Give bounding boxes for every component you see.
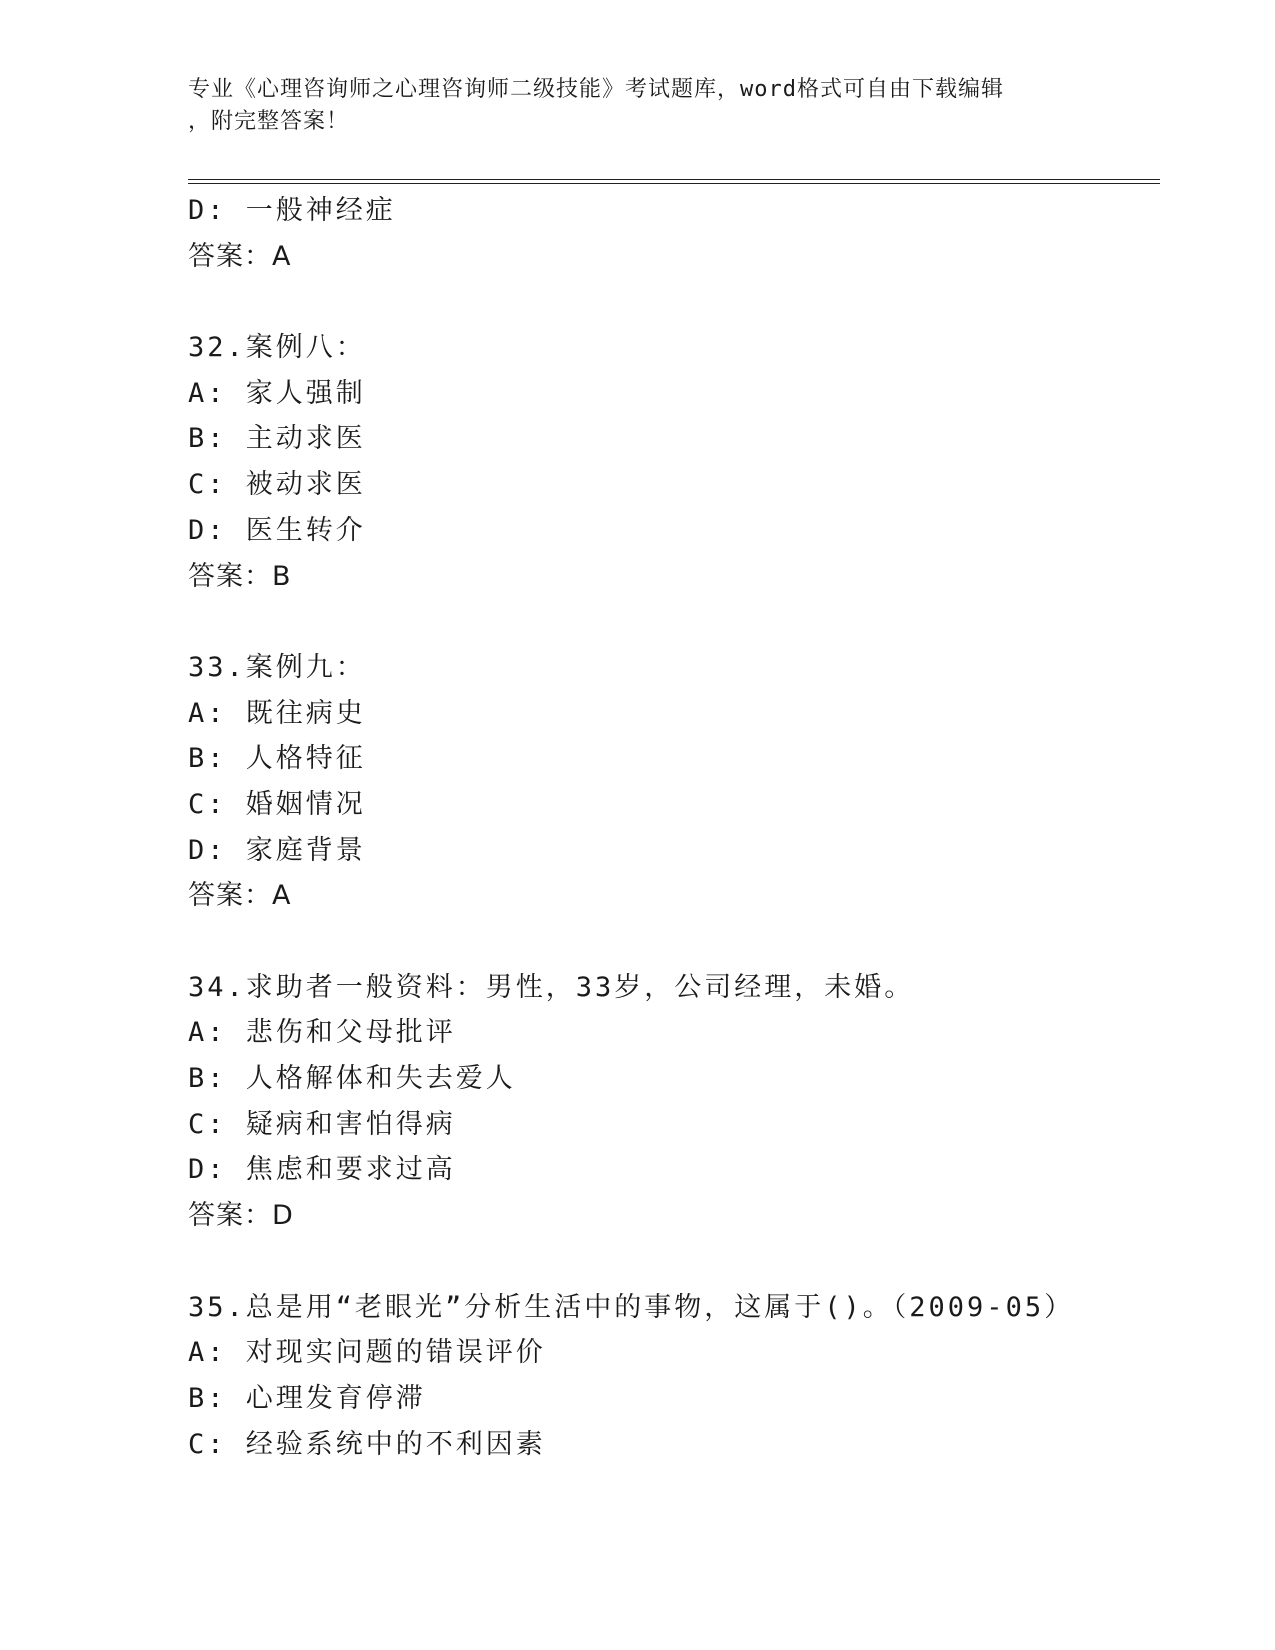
option-b: B: 心理发育停滞 [188,1382,426,1414]
answer-line: 答案：D [188,1200,294,1232]
question-stem: 33.案例九： [188,651,366,683]
answer-line: 答案：A [188,240,292,272]
option-c: C: 经验系统中的不利因素 [188,1428,546,1460]
option-d: D: 焦虑和要求过高 [188,1154,456,1186]
option-b: B: 主动求医 [188,423,366,455]
option-c: C: 被动求医 [188,469,366,501]
option-c: C: 疑病和害怕得病 [188,1108,456,1140]
option-b: B: 人格特征 [188,743,366,775]
header-divider-top [188,179,1160,180]
option-d: D: 家庭背景 [188,834,366,866]
header-divider-bottom [188,183,1160,184]
answer-line: 答案：A [188,880,292,912]
option-a: A: 悲伤和父母批评 [188,1017,456,1049]
header-line-2: ，附完整答案！ [188,109,350,134]
option-c: C: 婚姻情况 [188,788,366,820]
spacer [188,919,1158,965]
header-line-1: 专业《心理咨询师之心理咨询师二级技能》考试题库，word格式可自由下载编辑 [188,77,1004,102]
question-list [188,188,1158,1467]
option-a: A: 家人强制 [188,377,366,409]
spacer [188,599,1158,645]
option-a: A: 对现实问题的错误评价 [188,1337,546,1369]
question-stem: 32.案例八： [188,332,366,364]
document-header [188,74,1088,138]
option-d: D: 一般神经症 [188,195,396,226]
question-stem: 35.总是用“老眼光”分析生活中的事物，这属于()。（2009-05） [188,1291,1075,1323]
option-d: D: 医生转介 [188,514,366,546]
spacer [188,1239,1158,1285]
spacer [188,279,1158,325]
question-stem: 34.求助者一般资料：男性，33岁，公司经理，未婚。 [188,971,915,1003]
option-b: B: 人格解体和失去爱人 [188,1063,516,1095]
answer-line: 答案：B [188,560,292,592]
option-a: A: 既往病史 [188,697,366,729]
